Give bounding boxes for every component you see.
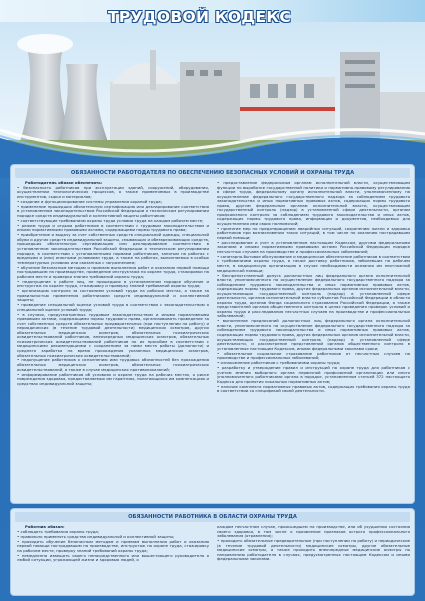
list-item: • проходить обязательные предварительные (при поступлении на работу) и периодические (в течение трудовой деятельности) медицинские осмотры, другие обязательные медицинские осмотры, а также проходить внеочередные медицинские осмотры по направлению работодателя в случаях, предусмотренных настоящим Кодексом и иными федеральными законами.: [217, 538, 410, 562]
employer-duties-panel: [10, 164, 415, 504]
list-item: • проведение специальной оценки условий труда в соответствии с законодательством о специальной оценке условий труда;: [17, 302, 209, 312]
worker-duties-panel: [10, 508, 415, 596]
list-item: • проходить обучение безопасным методам и приемам выполнения работ и оказанию первой помощи пострадавшим на производстве, инструктаж по охране труда, стажировку на рабочем месте, проверку знаний требований охраны труда;: [17, 538, 209, 553]
list-item: • режим труда и отдыха работников в соответствии с трудовым законодательством и иными нормативными правовыми актами, содержащими нормы трудового права;: [17, 222, 209, 233]
list-item: • немедленно извещать своего непосредственного или вышестоящего руководителя о любой ситуации, угрожающей жизни и здоровью людей, о: [17, 552, 209, 563]
list-item: • недопущение к работе лиц, не прошедших в установленном порядке обучение и инструктаж по охране труда, стажировку и проверку знаний требований охраны труда;: [17, 278, 209, 289]
list-item: • разработку и утверждение правил и инструкций по охране труда для работников с учетом мнения выборного органа первичной профсоюзной организации или иного уполномоченного работниками органа в порядке, установленном статьей 372 настоящего Кодекса для принятия локальных нормативных актов;: [217, 365, 410, 384]
worker-duties-heading: ОБЯЗАННОСТИ РАБОТНИКА В ОБЛАСТИ ОХРАНЫ ТРУДА: [15, 512, 410, 522]
list-item: • недопущение работников к исполнению ими трудовых обязанностей без прохождения обязательных медицинских осмотров, обязательных психиатрических освидетельствований, а также в случае медицинских противопоказаний;: [17, 357, 209, 372]
list-item: • обязательное социальное страхование работников от несчастных случаев на производстве и профессиональных заболеваний;: [217, 350, 410, 361]
employer-duties-left-column: [17, 181, 209, 501]
list-item: • приобретение и выдачу за счет собственных средств специальной одежды, специальной обуви и других средств индивидуальной защиты, смывающих и обезвреживающих средств, прошедших обязательную сертификацию или декларирование соответствия в установленном законодательством Российской Федерации о техническом регулировании порядке, в соответствии с установленными нормами работникам, занятым на работах с вредными и (или) опасными условиями труда, а также на работах, выполняемых в особых температурных условиях или связанных с загрязнением;: [17, 232, 209, 265]
list-item: • соответствующие требованиям охраны труда условия труда на каждом рабочем месте;: [17, 217, 204, 223]
list-item: • правильно применять средства индивидуальной и коллективной защиты;: [17, 533, 175, 539]
list-item: • принятие мер по предотвращению аварийных ситуаций, сохранению жизни и здоровья работников при возникновении таких ситуаций, в том числе по оказанию пострадавшим первой помощи;: [217, 225, 410, 240]
list-item: • наличие комплекта нормативных правовых актов, содержащих требования охраны труда в соответствии со спецификой своей деятельности.: [217, 383, 410, 394]
list-item: • информирование работников об условиях и охране труда на рабочих местах, о риске повреждения здоровья, предоставляемых им гарантиях, полагающихся им компенсациях и средствах индивидуальной защиты;: [17, 371, 209, 386]
list-item: • безопасность работников при эксплуатации зданий, сооружений, оборудования, осуществлении технологических процессов, а также применяемых в производстве инструментов, сырья и материалов;: [17, 184, 209, 200]
list-item: • в случаях, предусмотренных трудовым законодательством и иными нормативными правовыми актами, содержащими нормы трудового права, организовывать проведение за счет собственных средств обязательных предварительных (при поступлении на работу) и периодических (в течение трудовой деятельности) медицинских осмотров, других обязательных медицинских осмотров, обязательных психиатрических освидетельствований работников, внеочередных медицинских осмотров, обязательных психиатрических освидетельствований работников по их просьбам в соответствии с медицинскими рекомендациями с сохранением за ними места работы (должности) и среднего заработка на время прохождения указанных медицинских осмотров, обязательных психиатрических освидетельствований;: [17, 311, 209, 358]
list-item: • соблюдать требования охраны труда;: [17, 528, 100, 534]
worker-duties-right-column: [217, 525, 410, 593]
employer-duties-right-column: [217, 181, 410, 501]
list-item: • беспрепятственный допуск должностных лиц федерального органа исполнительной власти, уполномоченного на осуществление федерального государственного надзора за соблюдением трудового законодательства и иных нормативных правовых актов, содержащих нормы трудового права, других федеральных органов исполнительной власти, осуществляющих государственный контроль (надзор) в установленной сфере деятельности, органов исполнительной власти субъектов Российской Федерации в области охраны труда, органов Фонда социального страхования Российской Федерации, а также представителей органов общественного контроля в целях проведения проверок условий и охраны труда и расследования несчастных случаев на производстве и профессиональных заболеваний;: [217, 272, 410, 319]
list-item: • создание и функционирование системы управления охраной труда;: [17, 198, 162, 204]
list-item: • санитарно-бытовое обслуживание и медицинское обеспечение работников в соответствии с требованиями охраны труда, а также доставку работников, заболевших на рабочем месте, в медицинскую организацию в случае необходимости оказания им неотложной медицинской помощи;: [217, 253, 410, 273]
list-item: • предоставление федеральным органам исполнительной власти, осуществляющим функции по выработке государственной политики и нормативно-правовому регулированию в сфере труда, федеральному органу исполнительной власти, уполномоченному на осуществление федерального государственного надзора за соблюдением трудового законодательства и иных нормативных правовых актов, содержащих нормы трудового права, другим федеральным органам исполнительной власти, осуществляющим государственный контроль (надзор) в установленной сфере деятельности, органам профсоюзного контроля за соблюдением трудового законодательства и иных актов, содержащих нормы трудового права, информации и документов, необходимых для осуществления ими своих полномочий;: [217, 181, 410, 226]
list-item: • выполнение предписаний должностных лиц федерального органа исполнительной власти, уполномоченного на осуществление федерального государственного надзора за соблюдением трудового законодательства и иных нормативных правовых актов, содержащих нормы трудового права, других федеральных органов исполнительной власти, осуществляющих государственный контроль (надзор) в установленной сфере деятельности, и рассмотрение представлений органов общественного контроля в установленные настоящим Кодексом, иными федеральными законами сроки;: [217, 318, 410, 351]
worker-duties-intro: Работник обязан:: [25, 525, 65, 529]
page-title: ТРУДОВОЙ КОДЕКС: [108, 8, 292, 26]
list-item: • ознакомление работников с требованиями охраны труда;: [217, 360, 341, 366]
list-item: • применение прошедших обязательную сертификацию или декларирование соответствия в установленном законодательством Российской Федерации о техническом регулировании порядке средств индивидуальной и коллективной защиты работников;: [17, 203, 209, 218]
list-item: • организацию контроля за состоянием условий труда на рабочих местах, а также за правильностью применения работниками средств индивидуальной и коллективной защиты;: [17, 288, 209, 303]
list-item: каждом несчастном случае, происшедшем на производстве, или об ухудшении состояния своего здоровья, в том числе о проявлении признаков острого профессионального заболевания (отравления);: [217, 525, 410, 539]
employer-duties-intro: Работодатель обязан обеспечить:: [25, 181, 103, 185]
employer-duties-heading: ОБЯЗАННОСТИ РАБОТОДАТЕЛЯ ПО ОБЕСПЕЧЕНИЮ БЕЗОПАСНЫХ УСЛОВИЙ И ОХРАНЫ ТРУДА: [15, 168, 410, 178]
list-item: • обучение безопасным методам и приемам выполнения работ и оказанию первой помощи пострадавшим на производстве, проведение инструктажа по охране труда, стажировки на рабочем месте и проверки знания требований охраны труда;: [17, 264, 209, 279]
list-item: • расследование и учет в установленном настоящим Кодексом, другими федеральными законами и иными нормативными правовыми актами Российской Федерации порядке несчастных случаев на производстве и профессиональных заболеваний;: [217, 239, 410, 254]
worker-duties-left-column: [17, 525, 209, 593]
